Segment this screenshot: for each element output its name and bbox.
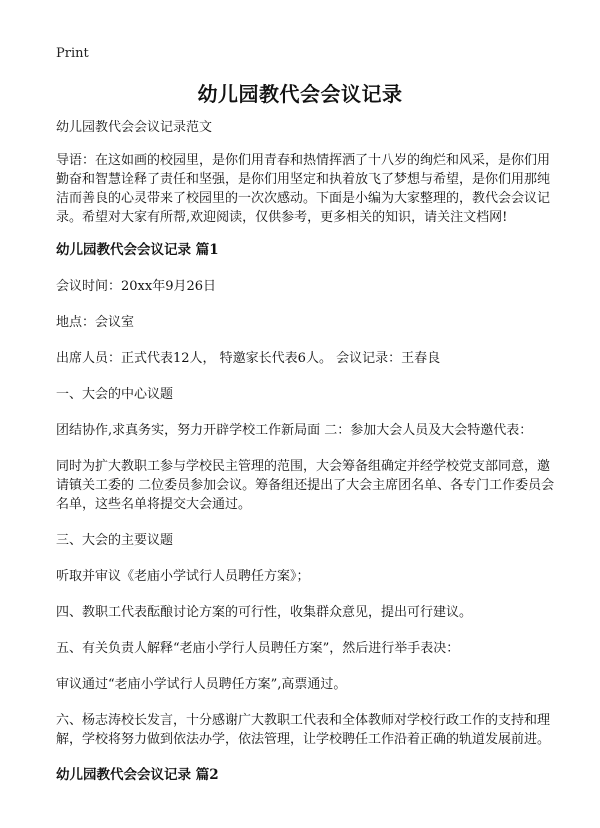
review-result: 审议通过“老庙小学试行人员聘任方案”,高票通过。 — [56, 677, 347, 692]
agenda-item-4: 四、教职工代表酝酿讨论方案的可行性，收集群众意见，提出可行建议。 — [56, 605, 473, 620]
section-heading-1: 幼儿园教代会会议记录 篇1 — [56, 242, 219, 258]
page-title: 幼儿园教代会会议记录 — [197, 82, 403, 106]
section-heading-2: 幼儿园教代会会议记录 篇2 — [56, 767, 219, 783]
print-link[interactable]: Print — [56, 46, 89, 61]
meeting-location: 地点：会议室 — [56, 315, 135, 330]
agenda-item-5: 五、有关负责人解释“老庙小学行人员聘任方案”，然后进行举手表决： — [56, 641, 460, 656]
meeting-attendees: 出席人员：正式代表12人， 特邀家长代表6人。 会议记录：王春良 — [56, 351, 441, 366]
agenda-item-6: 六、杨志涛校长发言，十分感谢广大教职工代表和全体教师对学校行政工作的支持和理解，学校将努力做到依法办学，依法管理，让学校聘任工作沿着正确的轨道发展前进。 — [56, 713, 551, 747]
document-subtitle: 幼儿园教代会会议记录范文 — [56, 120, 213, 135]
meeting-time: 会议时间：20xx年9月26日 — [56, 279, 217, 294]
participation-paragraph: 同时为扩大教职工参与学校民主管理的范围，大会筹备组确定并经学校党支部同意，邀请镇关工委的 二位委员参加会议。筹备组还提出了大会主席团名单、各专门工作委员会名单，这些名单将提交大会通过。 — [56, 459, 555, 512]
document-body — [56, 118, 556, 785]
topic-heading: 一、大会的中心议题 — [56, 387, 174, 402]
agenda-heading: 三、大会的主要议题 — [56, 533, 174, 548]
intro-paragraph: 导语：在这如画的校园里，是你们用青春和热情挥洒了十八岁的绚烂和风采，是你们用勤奋和智慧诠释了责任和坚强，是你们用坚定和执着放飞了梦想与希望，是你们用那纯洁而善良的心灵带来了校园里的一次次感动。下面是小编为大家整理的，教代会会议记录。希望对大家有所帮,欢迎阅读，仅供参考，更多相关的知识，请关注文档网! — [56, 153, 551, 225]
topic-text: 团结协作,求真务实，努力开辟学校工作新局面 二：参加大会人员及大会特邀代表： — [56, 423, 533, 438]
agenda-item-1: 听取并审议《老庙小学试行人员聘任方案》； — [56, 569, 310, 584]
